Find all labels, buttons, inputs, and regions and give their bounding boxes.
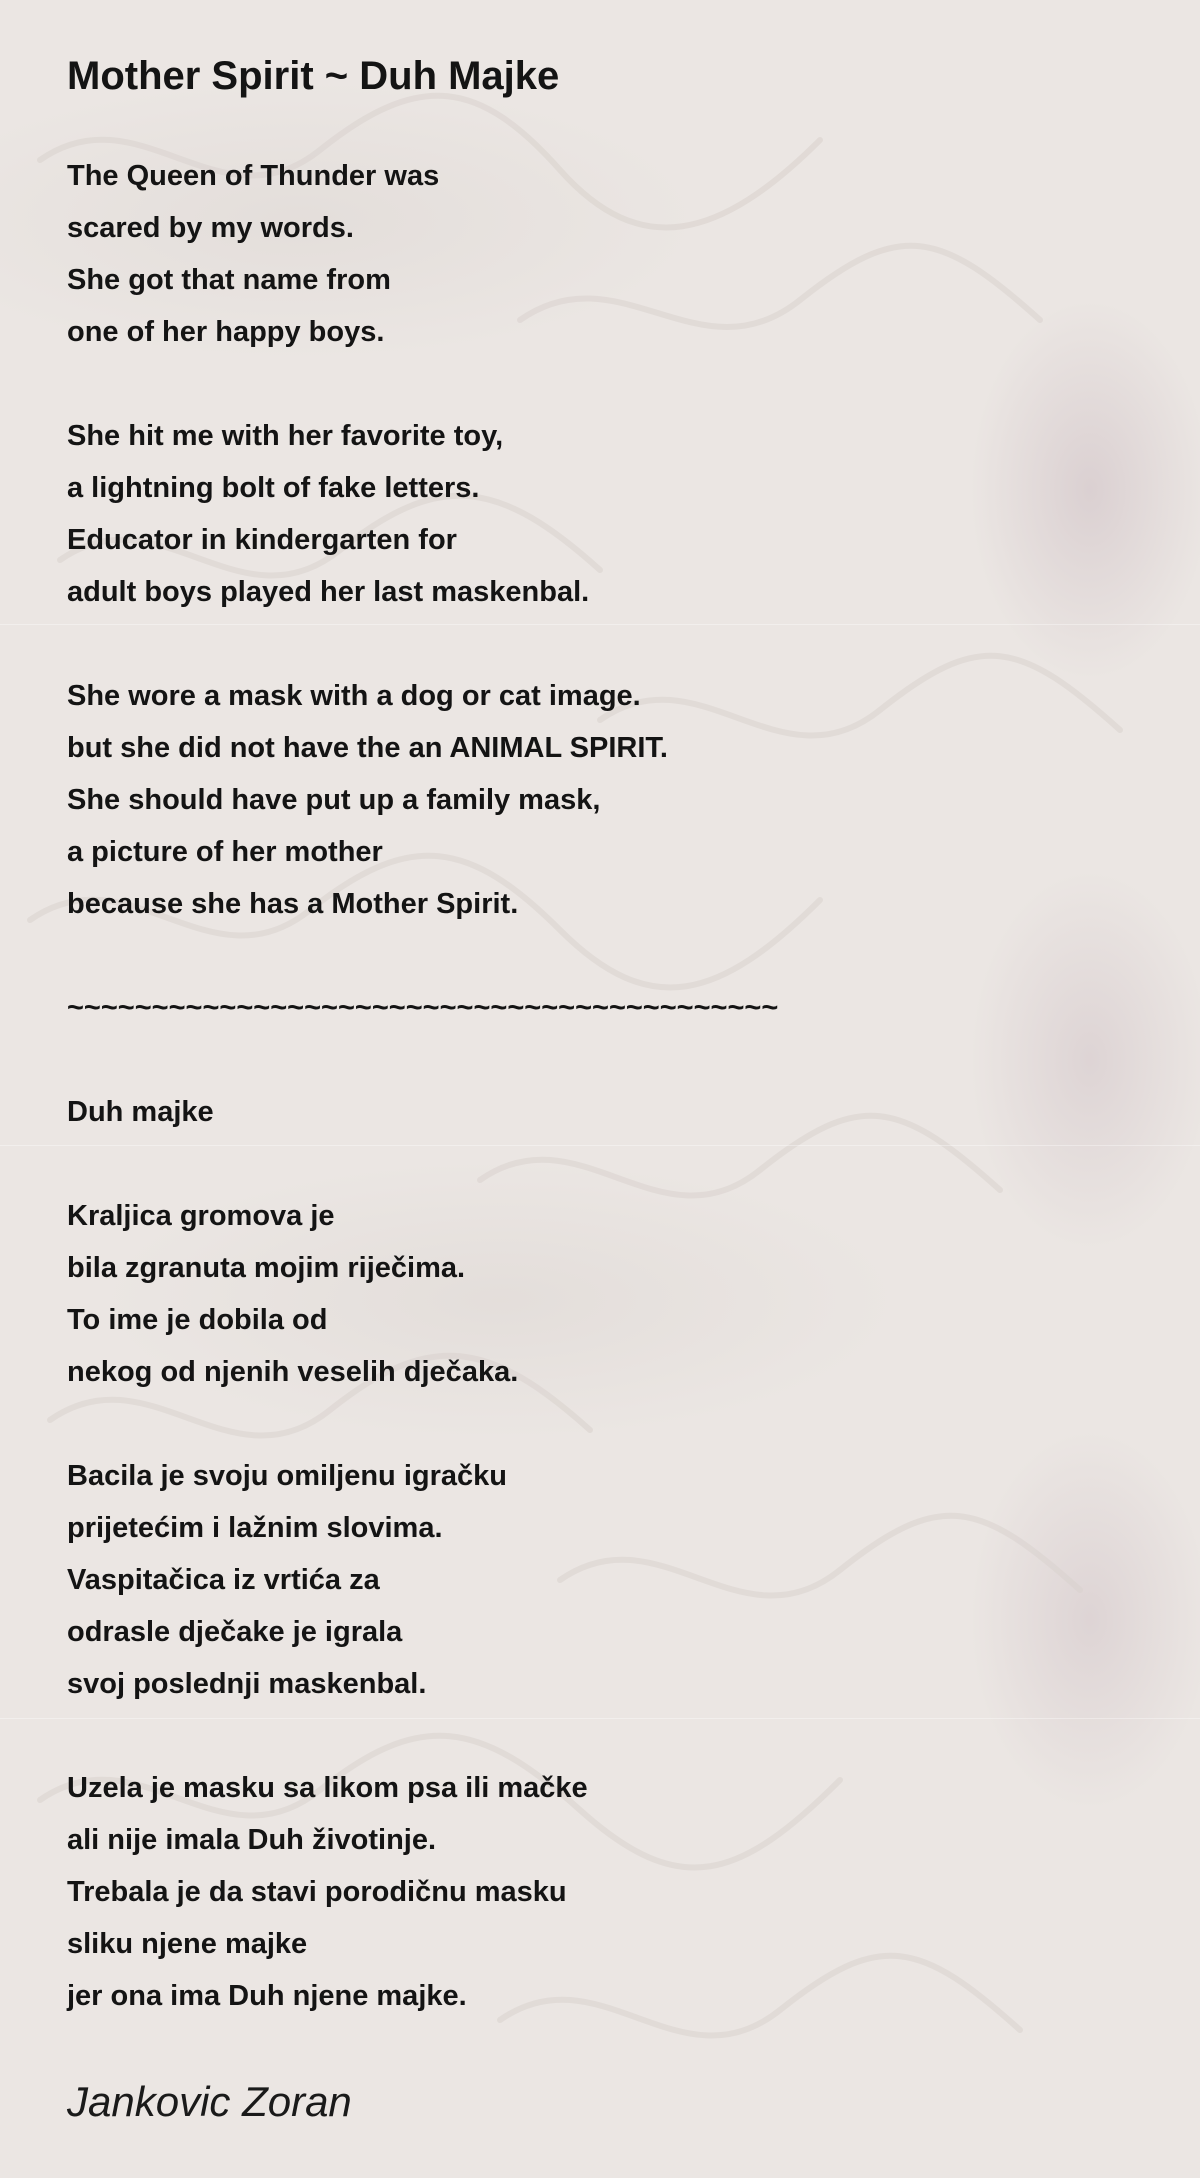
poem-line: Uzela je masku sa likom psa ili mačke	[67, 1772, 588, 1804]
poem-author: Jankovic Zoran	[67, 2078, 352, 2125]
poem-line: She should have put up a family mask,	[67, 784, 601, 816]
poem-line: Educator in kindergarten for	[67, 524, 457, 556]
poem-line: She wore a mask with a dog or cat image.	[67, 680, 641, 712]
poem-title: Mother Spirit ~ Duh Majke	[67, 54, 560, 98]
poem-line: To ime je dobila od	[67, 1304, 328, 1336]
stanza-break	[67, 930, 778, 982]
poem-line: prijetećim i lažnim slovima.	[67, 1512, 443, 1544]
poem-line: adult boys played her last maskenbal.	[67, 576, 590, 608]
poem-line: ~~~~~~~~~~~~~~~~~~~~~~~~~~~~~~~~~~~~~~~~~~	[67, 992, 779, 1024]
poem-line: ali nije imala Duh životinje.	[67, 1824, 437, 1856]
stanza-break	[67, 1398, 778, 1450]
poem-line: She hit me with her favorite toy,	[67, 420, 504, 452]
poem-line: Duh majke	[67, 1096, 214, 1128]
poem-line: a picture of her mother	[67, 836, 383, 868]
poem-line: bila zgranuta mojim riječima.	[67, 1252, 466, 1284]
poem-line: Kraljica gromova je	[67, 1200, 335, 1232]
poem-line: Vaspitačica iz vrtića za	[67, 1564, 380, 1596]
poem-line: Trebala je da stavi porodičnu masku	[67, 1876, 567, 1908]
stanza-break	[67, 1034, 778, 1086]
poem-line: scared by my words.	[67, 212, 354, 244]
poem-line: nekog od njenih veselih dječaka.	[67, 1356, 519, 1388]
stanza-break	[67, 358, 778, 410]
poem-line: but she did not have the an ANIMAL SPIRIT.	[67, 732, 668, 764]
poem-line: jer ona ima Duh njene majke.	[67, 1980, 467, 2012]
stanza-break	[67, 1710, 778, 1762]
stanza-break	[67, 1138, 778, 1190]
stanza-break	[67, 618, 778, 670]
poem-line: one of her happy boys.	[67, 316, 385, 348]
poem-line: The Queen of Thunder was	[67, 160, 440, 192]
poem-line: sliku njene majke	[67, 1928, 308, 1960]
poem-line: because she has a Mother Spirit.	[67, 888, 519, 920]
poem-line: svoj poslednji maskenbal.	[67, 1668, 427, 1700]
poem-line: Bacila je svoju omiljenu igračku	[67, 1460, 507, 1492]
poem-line: She got that name from	[67, 264, 391, 296]
poem-body	[67, 150, 778, 2022]
poem-line: odrasle dječake je igrala	[67, 1616, 403, 1648]
poem-line: a lightning bolt of fake letters.	[67, 472, 480, 504]
